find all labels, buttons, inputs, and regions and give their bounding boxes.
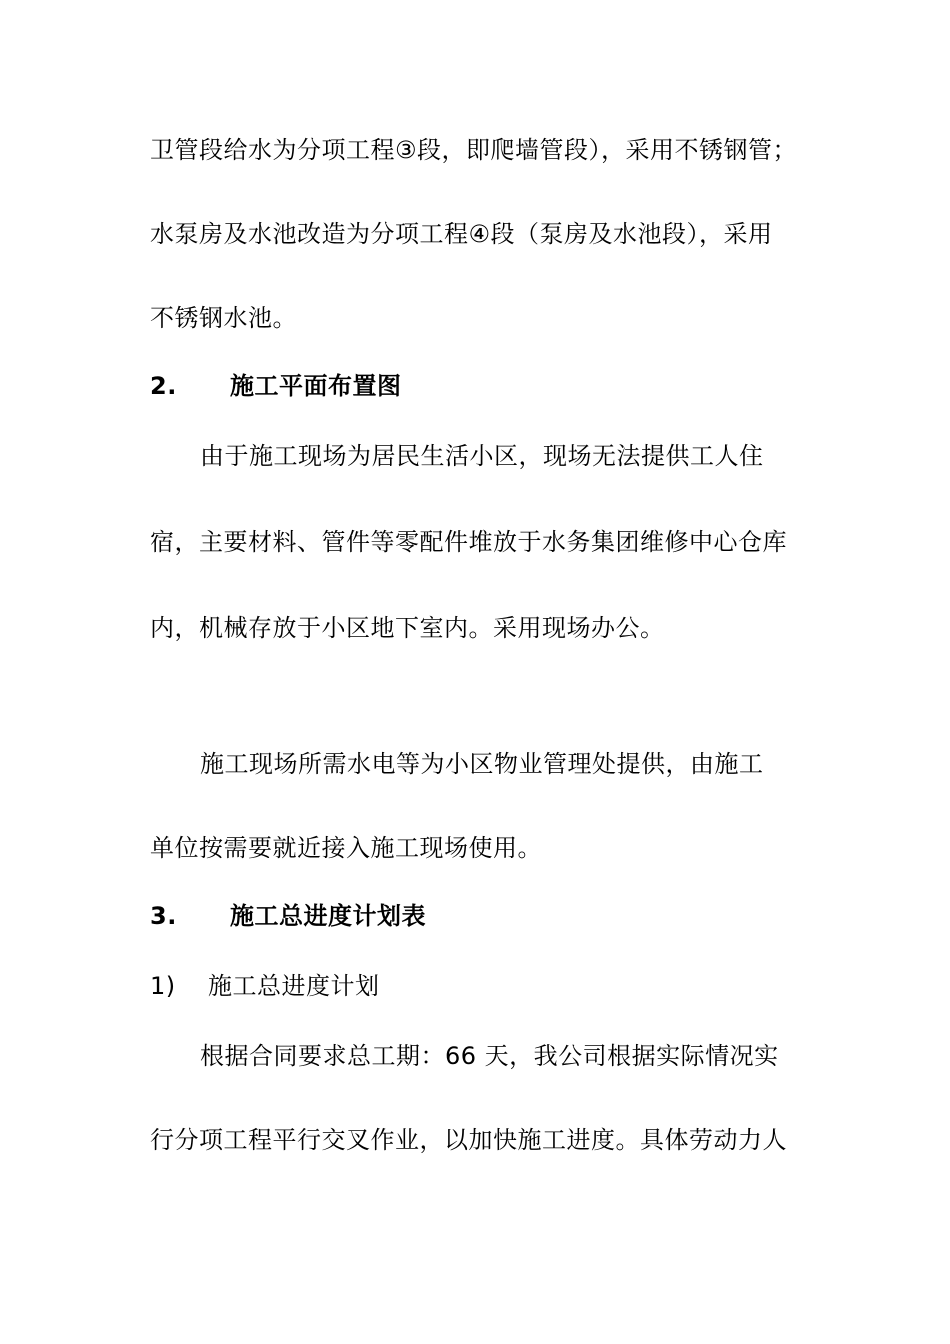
subsection-title: 施工总进度计划 xyxy=(208,972,380,1000)
section-heading-2 xyxy=(150,370,810,402)
section-number: 2. xyxy=(150,372,177,400)
section-number: 3. xyxy=(150,902,177,930)
paragraph-line: 单位按需要就近接入施工现场使用。 xyxy=(150,834,542,862)
paragraph-line: 内，机械存放于小区地下室内。采用现场办公。 xyxy=(150,614,665,642)
paragraph-line: 卫管段给水为分项工程③段，即爬墙管段），采用不锈钢管； xyxy=(150,136,798,164)
paragraph-line: 施工现场所需水电等为小区物业管理处提供，由施工 xyxy=(200,750,764,778)
section-title: 施工总进度计划表 xyxy=(230,902,426,930)
section-title: 施工平面布置图 xyxy=(230,372,402,400)
paragraph-line: 由于施工现场为居民生活小区，现场无法提供工人住 xyxy=(200,442,764,470)
paragraph-line: 不锈钢水池。 xyxy=(150,304,297,332)
paragraph-line: 宿，主要材料、管件等零配件堆放于水务集团维修中心仓库 xyxy=(150,528,787,556)
subsection-heading-1 xyxy=(150,970,810,1002)
subsection-number: 1) xyxy=(150,972,176,1000)
paragraph-line: 根据合同要求总工期：66 天，我公司根据实际情况实 xyxy=(200,1042,779,1070)
paragraph-line: 水泵房及水池改造为分项工程④段（泵房及水池段），采用 xyxy=(150,220,773,248)
paragraph-line: 行分项工程平行交叉作业，以加快施工进度。具体劳动力人 xyxy=(150,1126,787,1154)
section-heading-3 xyxy=(150,900,810,932)
